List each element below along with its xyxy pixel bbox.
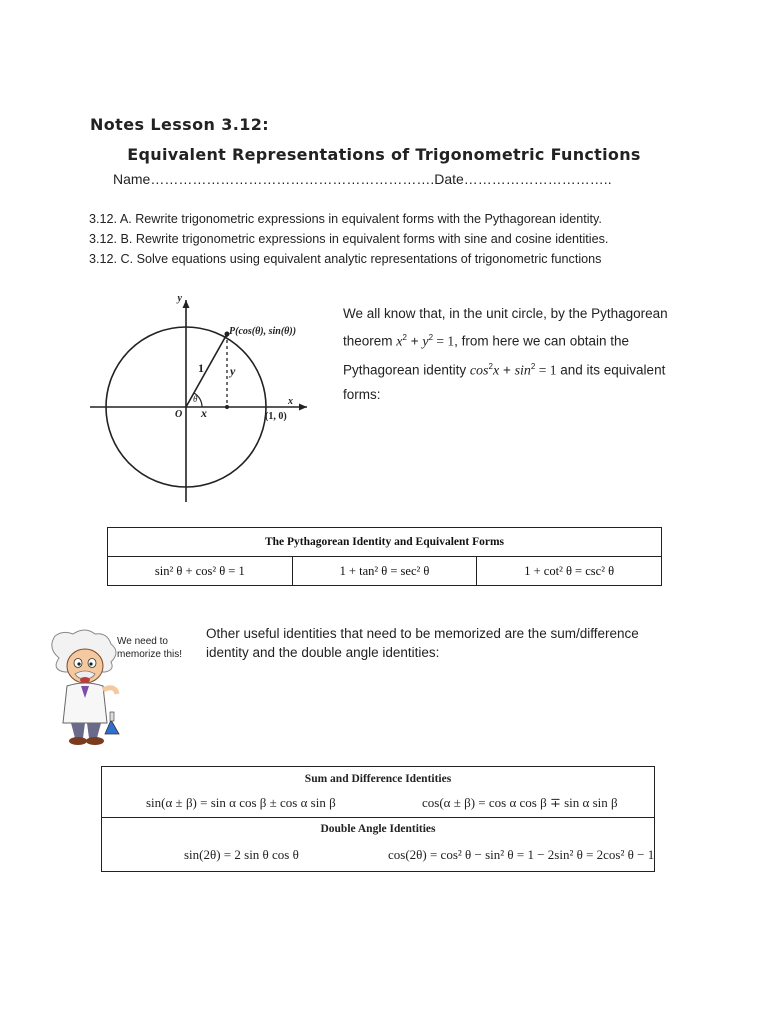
- unit-circle-diagram: [85, 290, 330, 510]
- objective-c: 3.12. C. Solve equations using equivalent analytic representations of trigonometric functions: [89, 252, 602, 266]
- table-divider: [102, 817, 654, 818]
- point-p-label: P(cos(θ), sin(θ)): [229, 326, 297, 337]
- identity-sin-cos: sin² θ + cos² θ = 1: [108, 557, 293, 586]
- name-date-line: Name…………………………………………………….Date…………………………..: [113, 171, 612, 187]
- objective-b: 3.12. B. Rewrite trigonometric expressions in equivalent forms with sine and cosine identities.: [89, 232, 609, 246]
- intro-paragraph: We all know that, in the unit circle, by the Pythagorean theorem $x^2 + y^2 = 1$, from here we can obtain the Pythagorean identity $\cos^2x + \sin^2 = 1$ and its equivalent forms:: [343, 306, 668, 402]
- sum-double-identity-table: [101, 766, 655, 872]
- x-point-dot: [225, 405, 229, 409]
- speech-bubble: [117, 635, 182, 661]
- double-angle-header: Double Angle Identities: [320, 823, 436, 835]
- cos-sum-identity: cos(α ± β) = cos α cos β ∓ sin α sin β: [422, 795, 618, 810]
- bubble-line-2: memorize this!: [117, 649, 183, 660]
- x-segment-label: x: [201, 406, 207, 420]
- y-axis-label: y: [177, 293, 182, 304]
- x-axis-arrow: [299, 404, 307, 411]
- identity-cot-csc: 1 + cot² θ = csc² θ: [477, 557, 662, 586]
- identity-tan-sec: 1 + tan² θ = sec² θ: [292, 557, 477, 586]
- origin-label: O: [175, 409, 183, 420]
- bubble-line-1: We need to: [117, 636, 168, 647]
- y-axis-arrow: [183, 300, 190, 308]
- sin-sum-identity: sin(α ± β) = sin α cos β ± cos α sin β: [146, 795, 336, 810]
- y-segment-label: y: [230, 364, 236, 378]
- pythagorean-identity-table: [107, 527, 662, 586]
- other-identities-paragraph: Other useful identities that need to be memorized are the sum/difference identity and the double angle identities:: [206, 626, 639, 660]
- radius-label: 1: [198, 361, 204, 375]
- pythagorean-table-header: The Pythagorean Identity and Equivalent Forms: [108, 528, 662, 557]
- objectives-list: [89, 209, 608, 269]
- one-zero-label: (1, 0): [265, 411, 287, 422]
- page-title: Equivalent Representations of Trigonometric Functions: [127, 145, 641, 164]
- theta-label: θ: [193, 394, 198, 404]
- lesson-title: Notes Lesson 3.12:: [90, 115, 270, 134]
- x-axis-label: x: [288, 396, 293, 407]
- einstein-cartoon-icon: [45, 628, 125, 748]
- cos-double-identity: cos(2θ) = cos² θ − sin² θ = 1 − 2sin² θ = 2cos² θ − 1: [388, 847, 655, 862]
- sum-difference-header: Sum and Difference Identities: [304, 773, 452, 785]
- sin-double-identity: sin(2θ) = 2 sin θ cos θ: [184, 847, 299, 862]
- objective-a: 3.12. A. Rewrite trigonometric expressions in equivalent forms with the Pythagorean identity.: [89, 212, 602, 226]
